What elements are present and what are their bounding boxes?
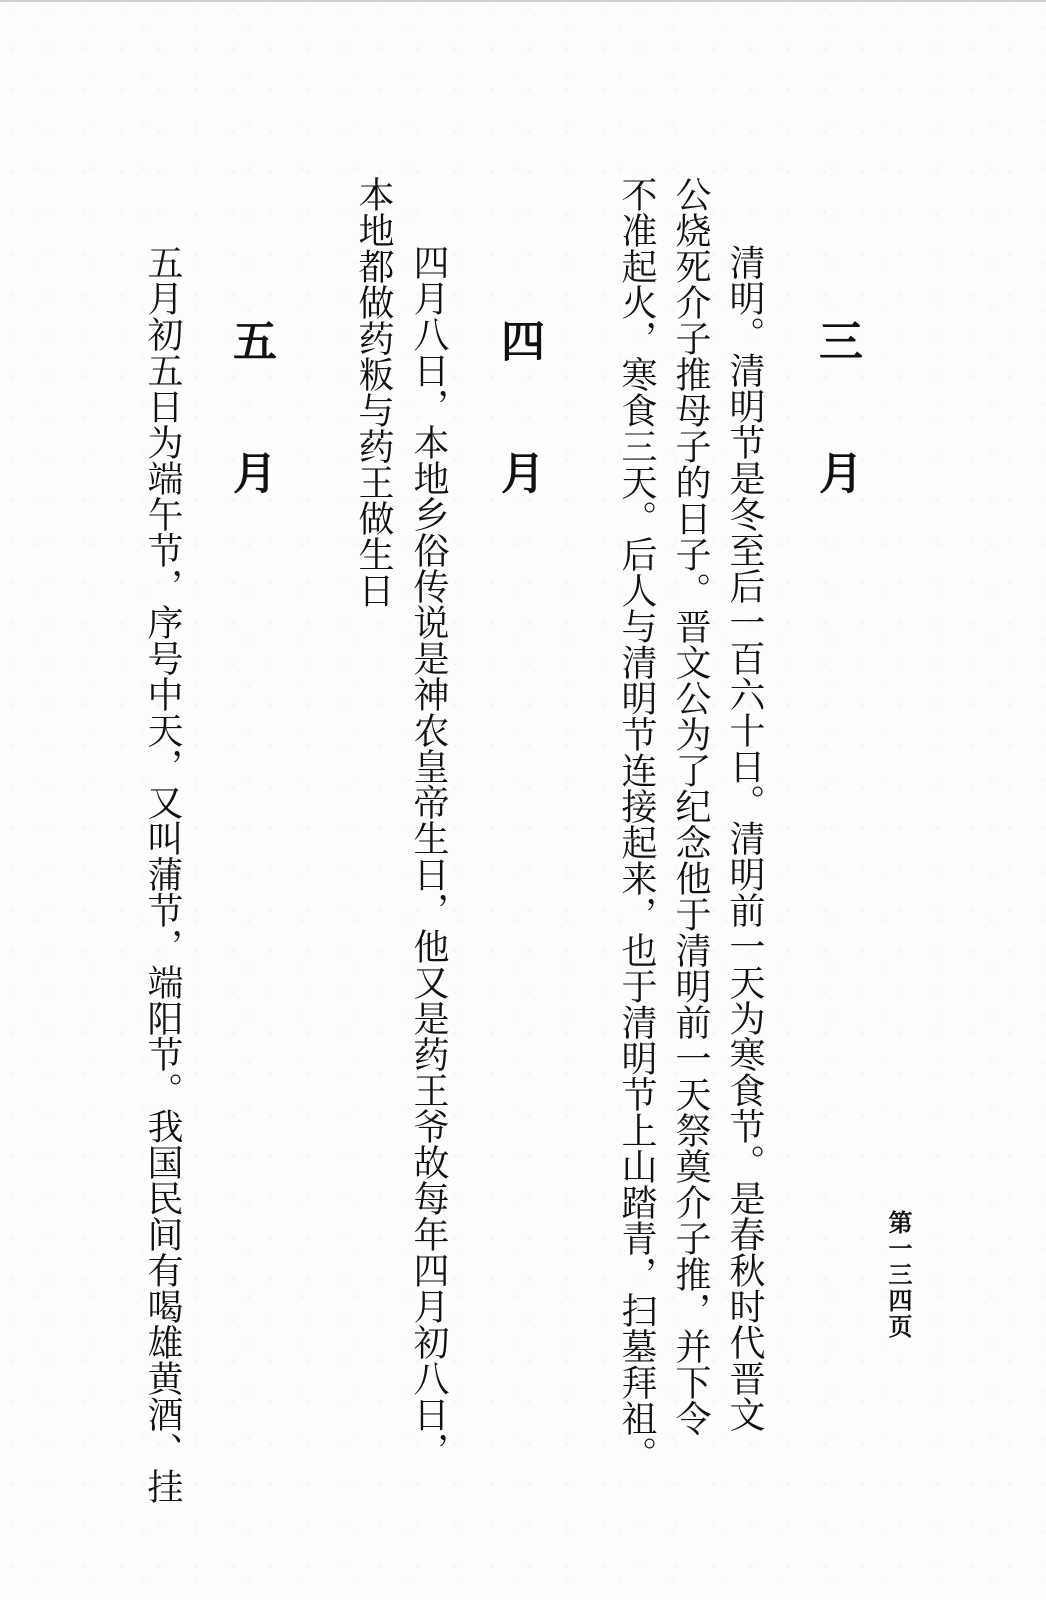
section-heading-march: 三月 xyxy=(811,318,862,582)
text-line: 四月八日，本地乡俗传说是神农皇帝生日，他又是药王爷故每年四月初八日， xyxy=(408,244,449,1468)
text-line: 公烧死介子推母子的日子。晋文公为了纪念他于清明前一天祭奠介子推，并下令 xyxy=(670,176,711,1436)
text-line: 五月初五日为端午节，序号中天，又叫蒲节，端阳节。我国民间有喝雄黄酒、挂 xyxy=(142,244,183,1504)
section-heading-april: 四月 xyxy=(493,318,544,582)
text-line: 不准起火，寒食三天。后人与清明节连接起来，也于清明节上山踏青，扫墓拜祖。 xyxy=(616,176,657,1472)
page-number: 第一三四页 xyxy=(884,1210,913,1340)
text-line: 清明。清明节是冬至后一百六十日。清明前一天为寒食节。是春秋时代晋文 xyxy=(724,244,765,1432)
section-heading-may: 五月 xyxy=(225,318,276,582)
top-rule xyxy=(0,0,1046,2)
text-line: 本地都做药粄与药王做生日 xyxy=(353,176,394,608)
